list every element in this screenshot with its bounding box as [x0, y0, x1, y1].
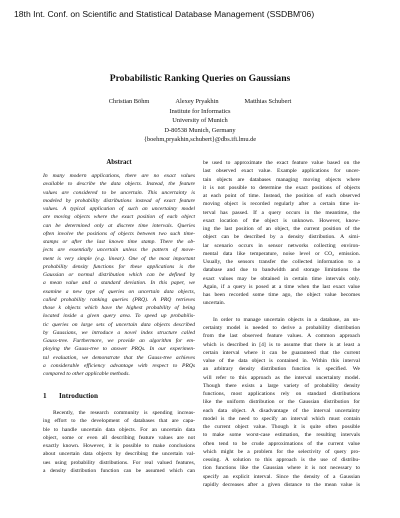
affiliation-line: Institute for Informatics: [169, 107, 231, 115]
text-line: rapidly decreases after a given distance to the mean value is: [203, 481, 360, 488]
introduction-body: [43, 409, 195, 475]
paper-title: Probabilistic Ranking Queries on Gaussians: [109, 73, 291, 84]
author-name: Christian Böhm: [108, 98, 150, 105]
text-line: a density distribution function can be assumed which can: [43, 467, 195, 474]
paragraph-gap: [203, 308, 360, 316]
text-line: it is not possible to determine the exact positions of objects: [203, 184, 360, 191]
section-title: Introduction: [59, 392, 99, 400]
text-line: exactly known. However, it is possible to make conclusions: [43, 443, 195, 449]
affiliation-line: D-80538 Munich, Germany: [164, 126, 236, 134]
text-line: are moving objects where the exact position of each object: [43, 214, 195, 221]
text-line: model is the need to specify an interval which must contain: [203, 415, 360, 422]
text-line: about uncertain data objects by describing the uncertain val-: [43, 451, 195, 458]
text-line: Though there exists a large variety of probability density: [203, 382, 360, 389]
author-block: [0, 97, 400, 145]
text-line: exact location of the object is unknown. However, know-: [203, 217, 360, 224]
abstract-body: [43, 172, 195, 378]
text-line: value of the data object is contained in. Within this interval: [203, 358, 360, 364]
text-line: often tend to be crude approximations of the current value: [203, 440, 360, 447]
text-line: Again, if a query is posed at a time when the last exact value: [203, 283, 360, 290]
text-line: ing effort to the development of databases that are capa-: [43, 418, 195, 425]
text-line: ploying the Gauss-tree to answer PRQs. In our experimen-: [43, 346, 195, 353]
text-line: called probability ranking queries (PRQ). A PRQ retrieves: [43, 296, 195, 303]
text-line: terval has passed. If a query occurs in the meantime, the: [203, 209, 360, 216]
text-line: probability density functions for these applications is the: [43, 263, 195, 270]
text-line: values. A typical application of such an uncertainty model: [43, 206, 195, 212]
text-line: examine a new type of queries on uncertain data objects,: [43, 288, 195, 295]
text-line: jects are essentially uncertain unless the pattern of move-: [43, 247, 195, 254]
text-line: which might be a problem for the selectivity of query pro-: [203, 448, 360, 455]
text-line: object, some or even all describing feature values are not: [43, 434, 195, 441]
text-line: ues using probability distributions. For real valued features,: [43, 459, 195, 466]
text-line: Usually, the sensors transfer the collected information to a: [203, 259, 360, 265]
text-line: lar scenario occurs in sensor networks collecting environ-: [203, 242, 360, 249]
author-names: [0, 97, 400, 107]
text-line: tion functions like the Gaussian where it is not necessary to: [203, 465, 360, 472]
text-line: ble to handle uncertain data objects. For an uncertain data: [43, 426, 195, 433]
text-line: tal evaluation, we demonstrate that the Gauss-tree achieves: [43, 354, 195, 361]
text-line: exact values may be obtained in certain time intervals only.: [203, 275, 360, 282]
text-line: object can be described by a density distribution. A simi-: [203, 234, 360, 241]
text-line: tic queries on large sets of uncertain data objects described: [43, 321, 195, 328]
text-line: certainty model is needed to derive a probability distribution: [203, 325, 360, 331]
text-line: at each point of time. Instead, the position of each observed: [203, 193, 360, 199]
text-line: from the last observed feature values. A common approach: [203, 333, 360, 340]
text-line: specify an explicit interval. Since the density of a Gaussian: [203, 473, 360, 480]
text-line: database and due to bandwidth and storage limitations the: [203, 267, 360, 274]
author-emails: {boehm,pryakhin,schubert}@dbs.ifi.lmu.de: [143, 136, 257, 144]
text-line: a considerable efficiency advantage with respect to PRQs: [43, 362, 195, 369]
text-line: has been recorded some time ago, the object value becomes: [203, 292, 360, 298]
text-line: last observed exact value. Example applications for uncer-: [203, 168, 360, 175]
text-line: can be determined only at discrete time intervals. Queries: [43, 222, 195, 229]
text-line: which is described in [4] is to assume that there is at least a: [203, 341, 360, 348]
text-line: stamps or after the last known time stamp. There the ob-: [43, 239, 195, 245]
conference-header: 18th Int. Conf. on Scientific and Statistical Database Management (SSDBM'06): [14, 9, 315, 19]
text-line: values are considered to be uncertain. This uncertainty is: [43, 189, 195, 196]
text-line: mental data like temperature, noise level or CO₂ emission.: [203, 250, 360, 257]
text-line: often involve the positions of objects between two such time-: [43, 230, 195, 237]
text-line: to make some worst-case estimation, the resulting intervals: [203, 432, 360, 439]
text-line: moving object is recorded regularly after a certain time in-: [203, 201, 360, 208]
text-line: like the uniform distribution or the Gaussian distribution for: [203, 399, 360, 406]
text-line: ment is very simple (e.g. linear). One of the most important: [43, 255, 195, 262]
right-column-body: [203, 159, 360, 489]
text-line: located inside a given query area. To speed up probabilis-: [43, 313, 195, 320]
author-name: Matthias Schubert: [244, 98, 292, 105]
text-line: Recently, the research community is spending increas-: [53, 410, 195, 416]
text-line: those k objects which have the highest probability of being: [43, 305, 195, 311]
text-line: functions, most applications rely on standard distributions: [203, 391, 360, 397]
text-line: certain interval where it can be guaranteed that the current: [203, 349, 360, 356]
text-line: compared to other applicable methods.: [43, 371, 130, 377]
text-line: tain objects are databases managing moving objects where: [203, 176, 360, 183]
text-line: In order to manage uncertain objects in a database, an un-: [213, 316, 360, 323]
section-heading: [43, 392, 195, 400]
text-line: In many modern applications, there are no exact values: [43, 173, 195, 179]
text-line: cessing. A solution to this approach is the use of distribu-: [203, 457, 360, 463]
abstract-heading: Abstract: [106, 159, 132, 166]
text-line: be used to approximate the exact feature value based on the: [203, 160, 360, 166]
text-line: the current object value. Though it is quite often possible: [203, 424, 360, 430]
section-number: 1: [43, 392, 47, 400]
text-line: by Gaussians, we introduce a novel index structure called: [43, 329, 195, 336]
text-line: Gaussian or normal distribution which can be defined by: [43, 272, 195, 278]
text-line: an arbitrary density distribution function is specified. We: [203, 366, 360, 373]
text-line: uncertain.: [203, 300, 226, 307]
text-line: ing the last position of an object, the current position of the: [203, 226, 360, 232]
text-line: Gauss-tree. Furthermore, we provide an algorithm for em-: [43, 338, 195, 344]
text-line: modeled by probability distributions instead of exact feature: [43, 197, 195, 204]
text-line: will refer to this approach as the interval uncertainty model.: [203, 374, 360, 381]
text-line: a mean value and a standard deviation. In this paper, we: [43, 280, 195, 287]
text-line: each data object. A disadvantage of the interval uncertainty: [203, 407, 360, 414]
text-line: available to describe the data objects. Instead, the feature: [43, 181, 195, 188]
author-name: Alexey Pryakhin: [175, 98, 219, 105]
affiliation-line: University of Munich: [172, 117, 228, 125]
